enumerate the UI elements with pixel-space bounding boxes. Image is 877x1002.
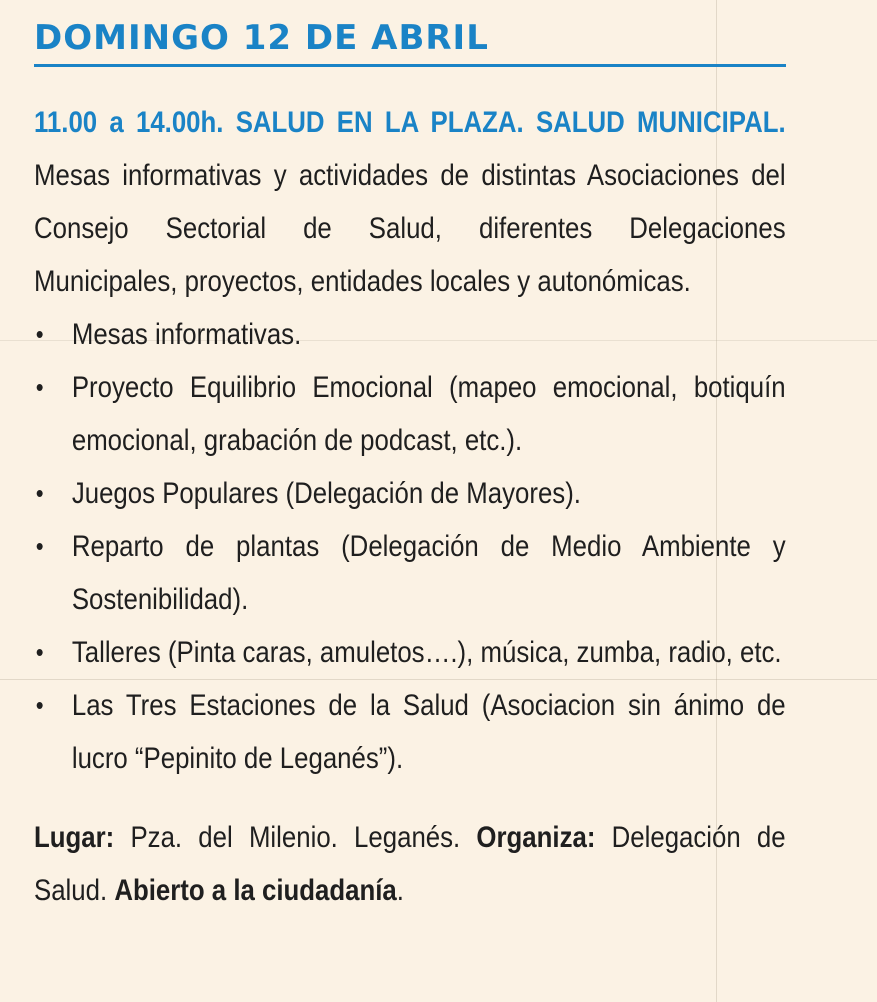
list-item-text: Juegos Populares (Delegación de Mayores). [71,477,581,510]
organiza-label: Organiza: [476,821,596,854]
bullet-icon: • [35,319,44,349]
event-description: Mesas informativas y actividades de distintas Asociaciones del Consejo Sectorial de Salud, diferentes Delegaciones Municipales, proyectos, entidades locales y autonómicas. [34,159,786,298]
organiza-value: Delegación de Salud. [34,821,786,907]
list-item [34,626,786,679]
list-item [34,308,786,361]
heading-underline [34,64,786,67]
event-intro [34,96,786,308]
event-footer [34,811,786,917]
activity-list [34,308,786,785]
list-item [34,467,786,520]
list-item [34,520,786,626]
bullet-icon: • [35,637,44,667]
lugar-value: Pza. del Milenio. Leganés. [114,821,477,854]
list-item [34,361,786,467]
bullet-icon: • [35,478,44,508]
list-item [34,679,786,785]
bullet-icon: • [35,372,44,402]
lugar-label: Lugar: [34,821,115,854]
list-item-text: Las Tres Estaciones de la Salud (Asociacion sin ánimo de lucro “Pepinito de Leganés”). [71,689,786,775]
section-heading: DOMINGO 12 DE ABRIL [34,18,489,58]
event-time-title: 11.00 a 14.00h. SALUD EN LA PLAZA. SALUD MUNICIPAL. [34,106,786,139]
bullet-icon: • [35,690,44,720]
footer-end: . [396,874,404,907]
bullet-icon: • [35,531,44,561]
event-content [34,96,786,917]
list-item-text: Proyecto Equilibrio Emocional (mapeo emocional, botiquín emocional, grabación de podcast, etc.). [71,371,786,457]
list-item-text: Talleres (Pinta caras, amuletos….), música, zumba, radio, etc. [71,636,782,669]
list-item-text: Mesas informativas. [71,318,302,351]
abierto-note: Abierto a la ciudadanía [114,874,397,907]
list-item-text: Reparto de plantas (Delegación de Medio Ambiente y Sostenibilidad). [71,530,786,616]
